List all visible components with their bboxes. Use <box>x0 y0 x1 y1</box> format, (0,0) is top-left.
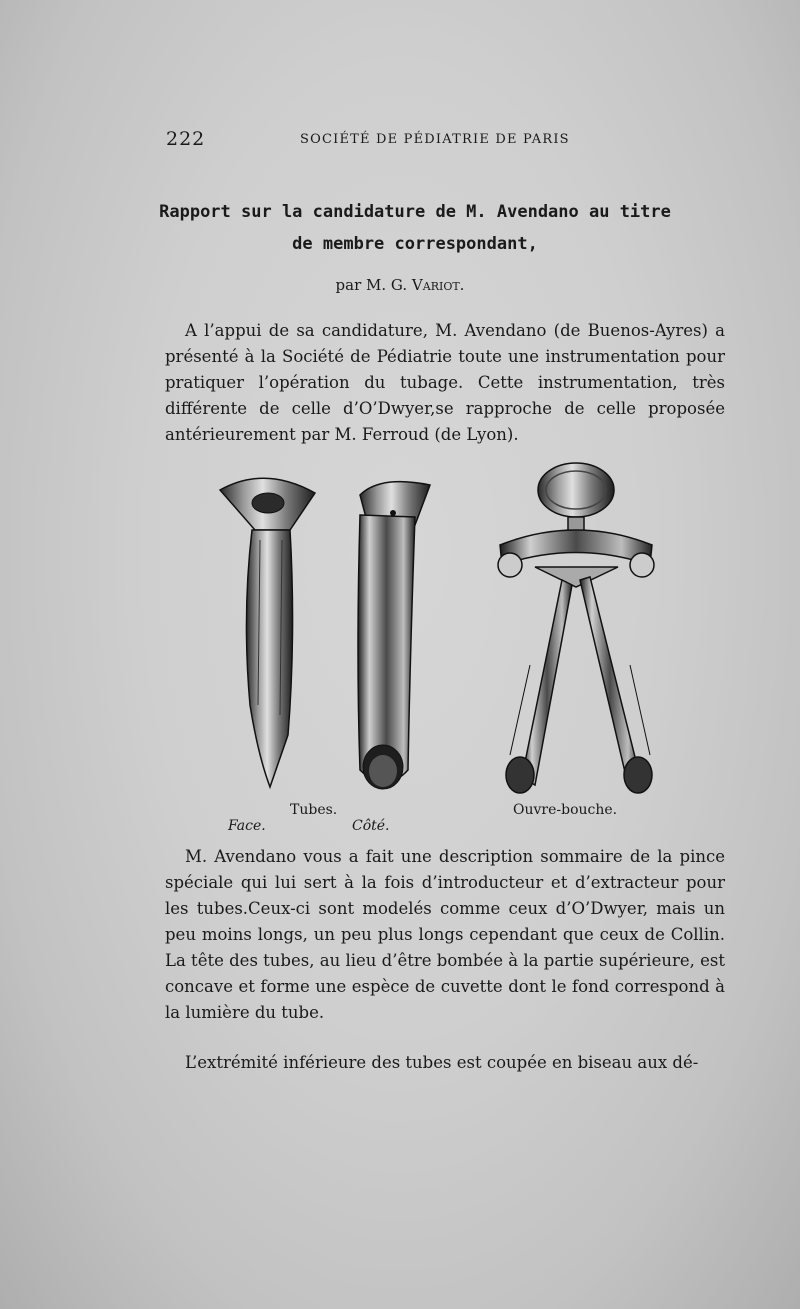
caption-mouth-gag: Ouvre-bouche. <box>513 802 618 818</box>
running-head <box>0 128 800 154</box>
tube-face-drawing <box>220 478 315 787</box>
author-line <box>0 276 800 294</box>
caption-cote: Côté. <box>352 818 390 834</box>
author-name: Variot. <box>411 276 465 294</box>
journal-title: SOCIÉTÉ DE PÉDIATRIE DE PARIS <box>300 132 570 147</box>
tube-side-drawing <box>358 482 430 789</box>
article-title: Rapport sur la candidature de M. Avendano au titre de membre correspondant, <box>159 202 671 254</box>
author-prefix: par M. G. <box>335 276 408 294</box>
caption-face: Face. <box>228 818 266 834</box>
paragraph-1: A l’appui de sa candidature, M. Avendano (de Buenos-Ayres) a présenté à la Société de Pédiatrie toute une instrumentation pour pratiquer l’opération du tubage. Cette instrumentation, très différente de celle d’O’Dwyer,se rapproche de celle proposée antérieurement par M. Ferroud (de Lyon). <box>165 321 725 444</box>
page-number: 222 <box>166 128 206 150</box>
caption-tubes: Tubes. <box>290 802 338 818</box>
figure-instruments <box>210 455 670 800</box>
mouth-gag-drawing <box>498 463 654 793</box>
paragraph-2: M. Avendano vous a fait une description sommaire de la pince spéciale qui lui sert à la fois d’introducteur et d’extracteur pour les tubes.Ceux-ci sont modelés comme ceux d’O’Dwyer, mais un peu moins longs, un peu plus longs cependant que ceux de Collin. La tête des tubes, au lieu d’être bombée à la partie supérieure, est concave et forme une espèce de cuvette dont le fond correspond à la lumière du tube. <box>165 847 725 1022</box>
paragraph-3: L’extrémité inférieure des tubes est coupée en biseau aux dé- <box>185 1053 699 1072</box>
